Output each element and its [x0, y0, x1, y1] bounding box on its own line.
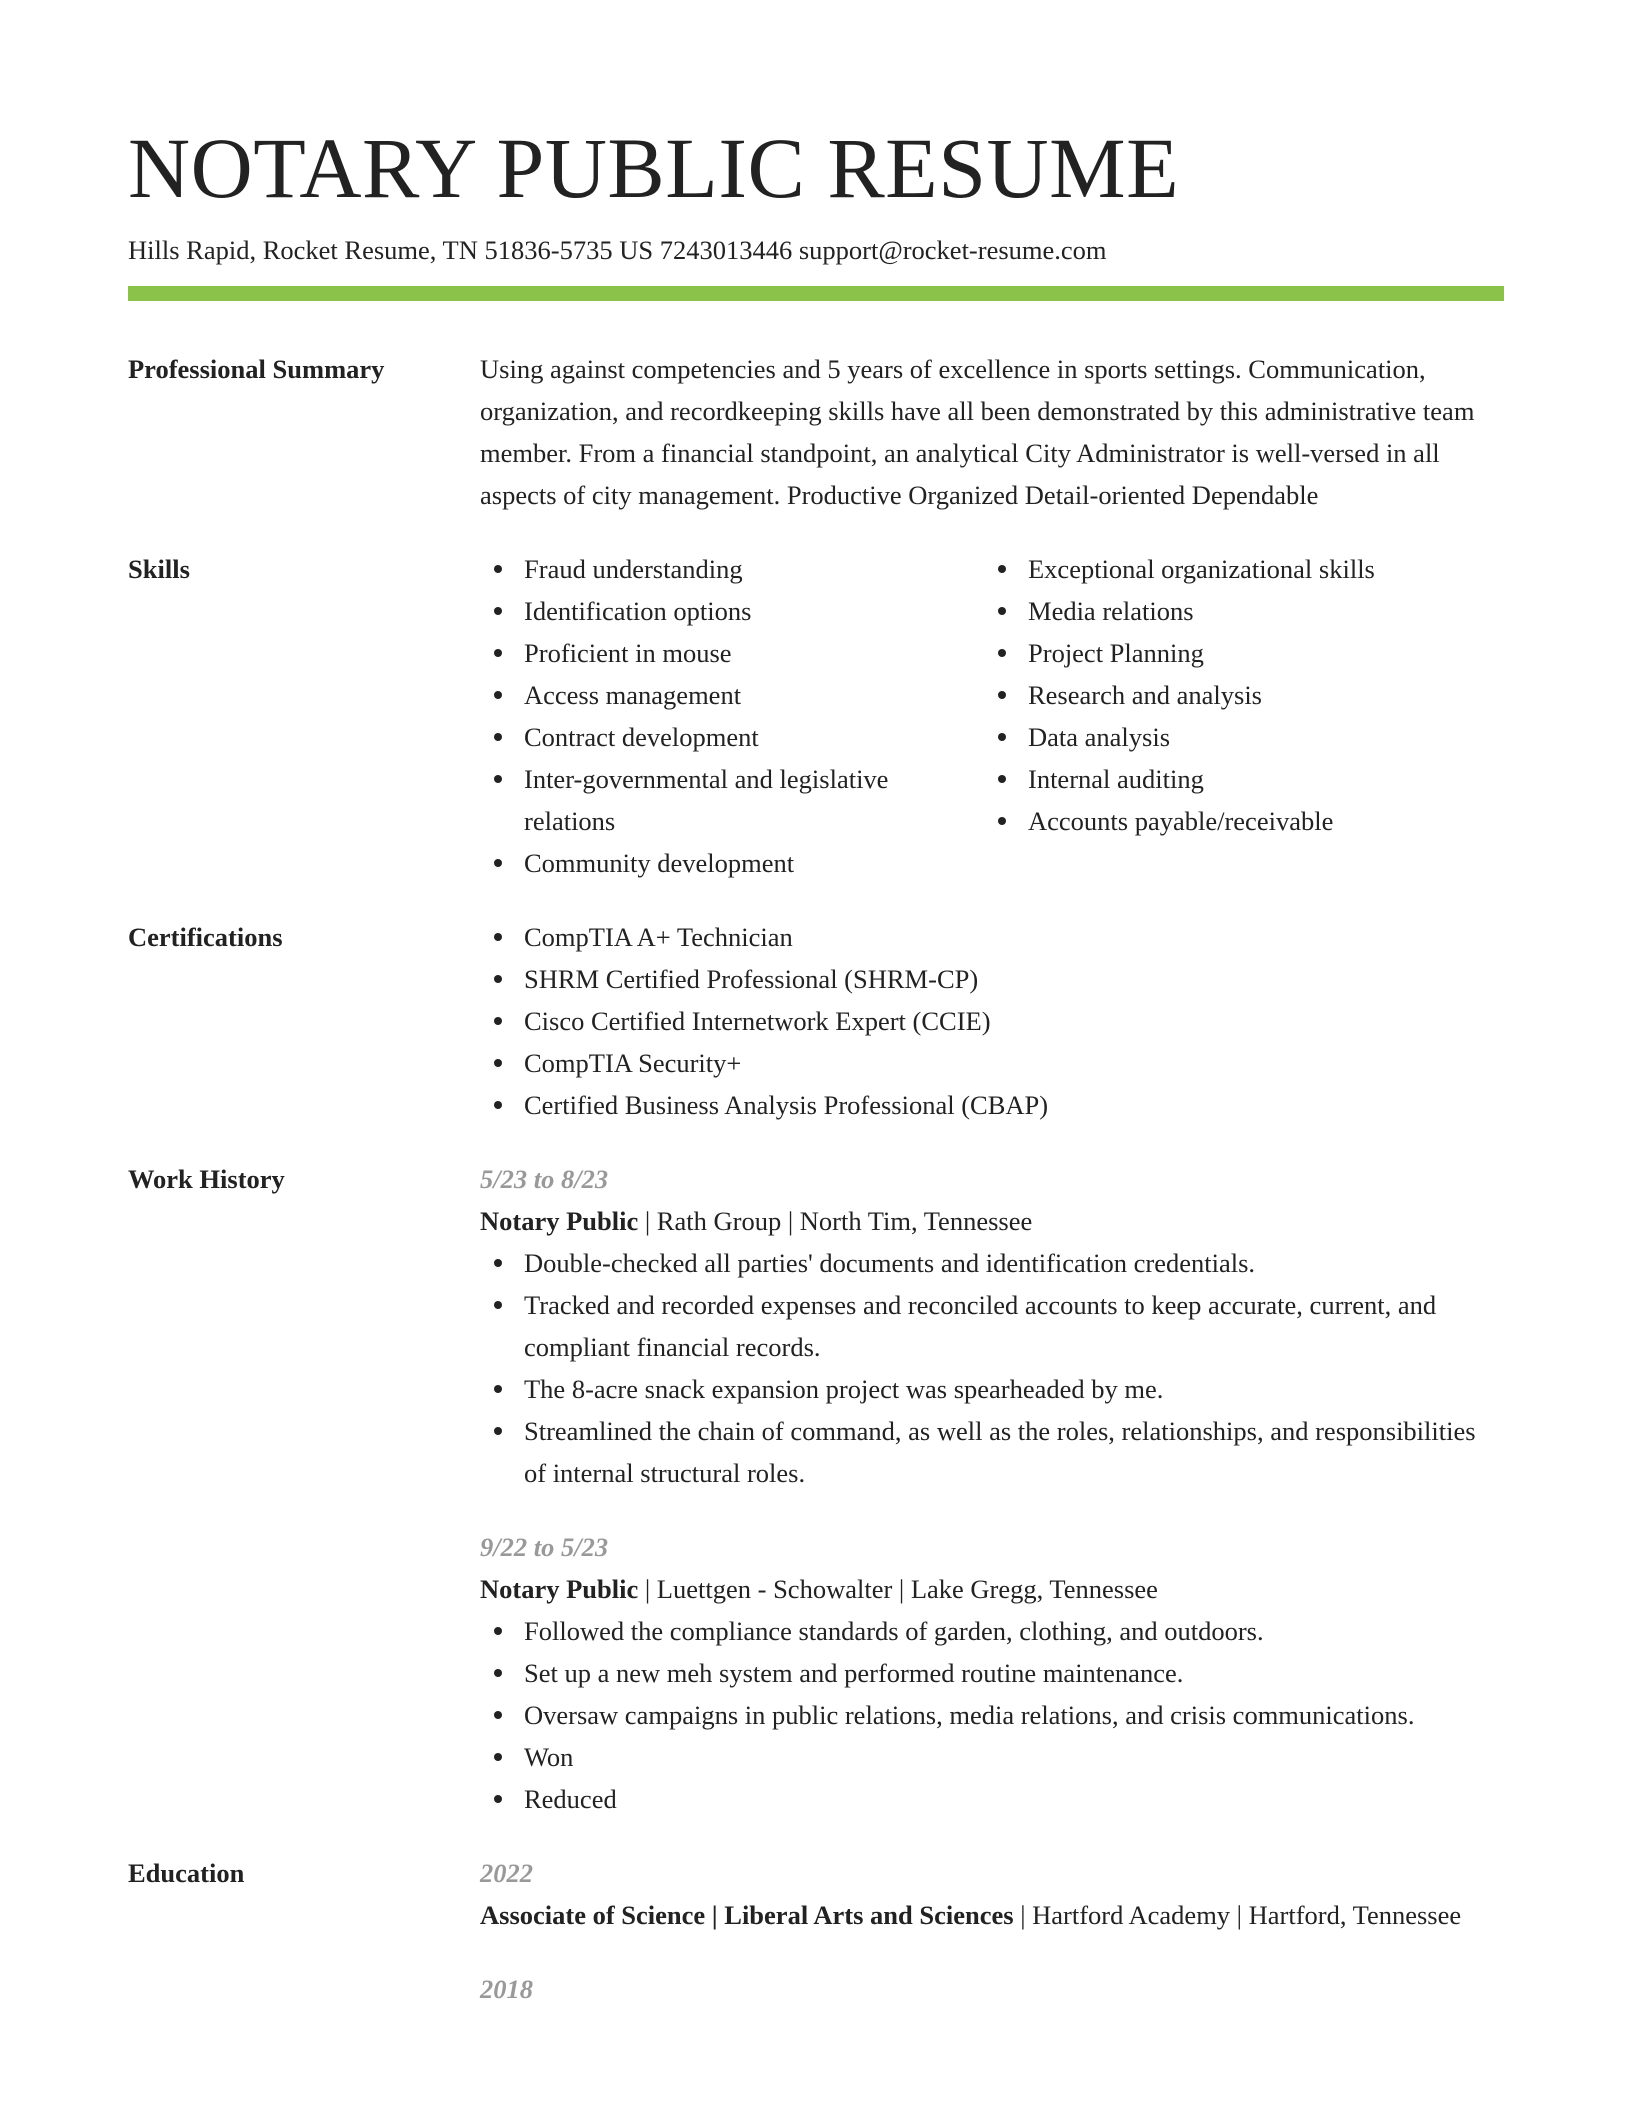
education-school: | Hartford Academy | Hartford, Tennessee: [1013, 1900, 1462, 1930]
accent-divider: [128, 286, 1504, 301]
job-duty: Reduced: [480, 1778, 1504, 1820]
skill-item: Community development: [480, 842, 984, 884]
job-dates: 5/23 to 8/23: [480, 1164, 609, 1194]
work-history-heading: Work History: [128, 1164, 285, 1194]
skill-item: Identification options: [480, 590, 984, 632]
job-title-line: [480, 1568, 1504, 1610]
certification-item: Certified Business Analysis Professional (CBAP): [480, 1084, 1504, 1126]
skill-item: Media relations: [984, 590, 1504, 632]
job-company: | Luettgen - Schowalter | Lake Gregg, Tennessee: [638, 1574, 1158, 1604]
education-heading: Education: [128, 1858, 245, 1888]
job-company: | Rath Group | North Tim, Tennessee: [638, 1206, 1033, 1236]
job-entry: [480, 1526, 1504, 1820]
education-section: [128, 1852, 1504, 2010]
job-role: Notary Public: [480, 1206, 639, 1236]
job-duty: Tracked and recorded expenses and reconciled accounts to keep accurate, current, and compliant financial records.: [480, 1284, 1504, 1368]
skill-item: Fraud understanding: [480, 548, 984, 590]
certifications-heading: Certifications: [128, 922, 283, 952]
job-duties-list: [480, 1610, 1504, 1820]
resume-title: NOTARY PUBLIC RESUME: [128, 120, 1180, 216]
job-duty: The 8-acre snack expansion project was spearheaded by me.: [480, 1368, 1504, 1410]
certifications-section: [128, 916, 1504, 1126]
skills-section: [128, 548, 1504, 884]
education-entry: [480, 1852, 1504, 1936]
education-year: 2018: [480, 1974, 533, 2004]
certification-item: CompTIA Security+: [480, 1042, 1504, 1084]
job-duty: Streamlined the chain of command, as well as the roles, relationships, and responsibilities of internal structural roles.: [480, 1410, 1504, 1494]
certification-item: CompTIA A+ Technician: [480, 916, 1504, 958]
job-title-line: [480, 1200, 1504, 1242]
skills-list-right: [984, 548, 1504, 884]
job-duty: Followed the compliance standards of garden, clothing, and outdoors.: [480, 1610, 1504, 1652]
resume-body: [128, 348, 1504, 2010]
skill-item: Exceptional organizational skills: [984, 548, 1504, 590]
skills-list-left: [480, 548, 984, 884]
certification-item: Cisco Certified Internetwork Expert (CCIE): [480, 1000, 1504, 1042]
job-dates: 9/22 to 5/23: [480, 1532, 609, 1562]
skill-item: Contract development: [480, 716, 984, 758]
summary-text: Using against competencies and 5 years of excellence in sports settings. Communication, organization, and recordkeeping skills have all been demonstrated by this administrative team member. From a financial standpoint, an analytical City Administrator is well-versed in all aspects of city management. Productive Organized Detail-oriented Dependable: [480, 354, 1475, 510]
summary-heading: Professional Summary: [128, 354, 385, 384]
skill-item: Accounts payable/receivable: [984, 800, 1504, 842]
certifications-list: [480, 916, 1504, 1126]
education-entry: [480, 1968, 1504, 2010]
job-duty: Set up a new meh system and performed routine maintenance.: [480, 1652, 1504, 1694]
job-duty: Won: [480, 1736, 1504, 1778]
skill-item: Research and analysis: [984, 674, 1504, 716]
job-role: Notary Public: [480, 1574, 639, 1604]
certification-item: SHRM Certified Professional (SHRM-CP): [480, 958, 1504, 1000]
contact-line: Hills Rapid, Rocket Resume, TN 51836-5735 US 7243013446 support@rocket-resume.com: [128, 235, 1107, 265]
skill-item: Data analysis: [984, 716, 1504, 758]
education-degree: Associate of Science | Liberal Arts and Sciences: [480, 1900, 1014, 1930]
skill-item: Proficient in mouse: [480, 632, 984, 674]
skill-item: Internal auditing: [984, 758, 1504, 800]
job-duty: Double-checked all parties' documents and identification credentials.: [480, 1242, 1504, 1284]
skill-item: Access management: [480, 674, 984, 716]
job-duties-list: [480, 1242, 1504, 1494]
job-duty: Oversaw campaigns in public relations, media relations, and crisis communications.: [480, 1694, 1504, 1736]
work-history-section: [128, 1158, 1504, 1820]
job-entry: [480, 1158, 1504, 1494]
summary-section: [128, 348, 1504, 516]
skill-item: Inter-governmental and legislative relations: [480, 758, 984, 842]
skill-item: Project Planning: [984, 632, 1504, 674]
skills-heading: Skills: [128, 554, 190, 584]
education-title-line: [480, 1894, 1504, 1936]
education-year: 2022: [480, 1858, 533, 1888]
